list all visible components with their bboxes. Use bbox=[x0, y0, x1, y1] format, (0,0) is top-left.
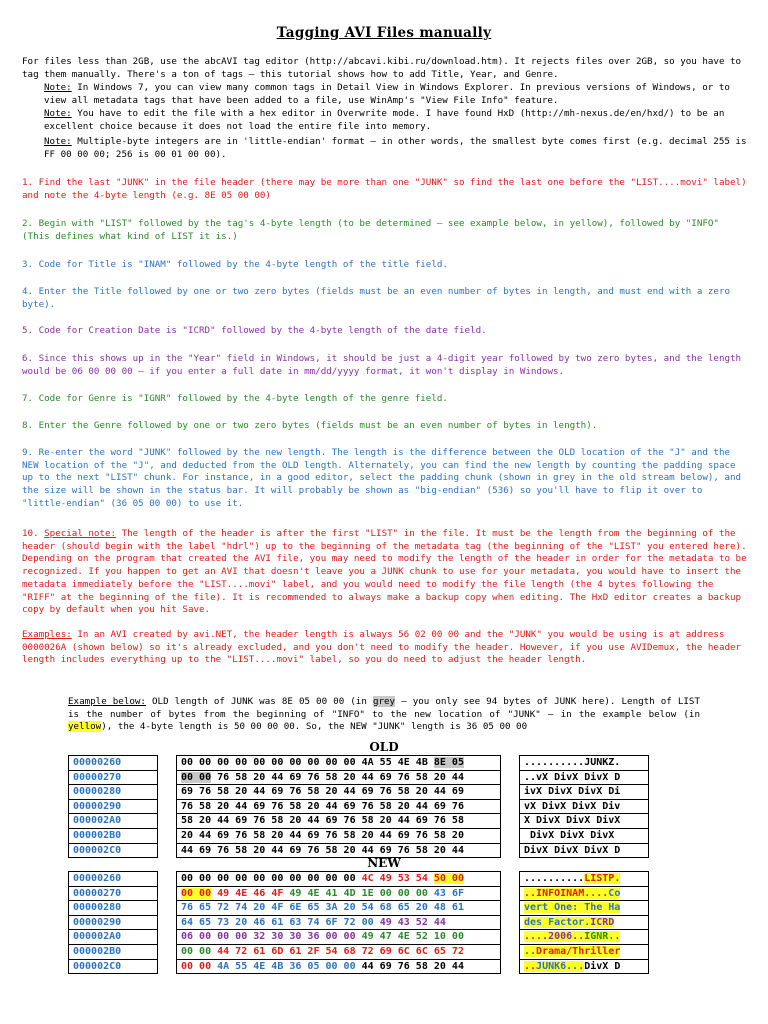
hex-byte-group: 4C 49 53 54 bbox=[361, 873, 434, 884]
ascii-group: ..........JUNKZ. bbox=[524, 757, 621, 768]
note-windows7 bbox=[44, 82, 748, 107]
ascii-group: .......... bbox=[524, 873, 585, 884]
ascii-group: .. bbox=[524, 887, 537, 899]
hex-row bbox=[69, 901, 649, 916]
hex-row bbox=[69, 814, 649, 829]
old-section-label: OLD bbox=[369, 740, 399, 754]
column-gap bbox=[158, 944, 177, 959]
hex-offset: 000002B0 bbox=[69, 828, 158, 843]
hex-bytes bbox=[177, 944, 501, 959]
hex-ascii bbox=[520, 814, 649, 829]
hex-byte-group: 58 20 44 69 76 58 20 44 69 76 58 20 44 69 76 58 bbox=[181, 815, 464, 827]
examples-text: In an AVI created by avi.NET, the header length is always 56 02 00 00 and the "JUNK" you would be using is at address 0000026A (shown below) so it's already excluded, and you don't need to modify the header. However, if you use AVIDemux, the header length includes everything up to the "LIST....movi" label, so you do need to adjust the header length. bbox=[22, 629, 742, 666]
new-section-label: NEW bbox=[367, 856, 401, 870]
special-note-text: The length of the header is after the first "LIST" in the file. It must be the length from the beginning of the header (should begin with the label "hdrl") up to the beginning of the metadata tag (the beginning of the "LIST" you entered here). Depending on the program that created the AVI file, you may need to modify the length of the header in order for the metadata to be recognized. If you happen to get an AVI that doesn't leave you a JUNK chunk to use for your metadata, you would have to insert the metadata immediately before the "LIST....movi" label, and you would need to modify the file length (the 4 bytes following the "RIFF" at the beginning of the file). It is recommended to always make a backup copy when editing. The HxD editor creates a backup copy by default when you hit Save. bbox=[22, 528, 747, 616]
column-gap bbox=[158, 799, 177, 814]
hex-offset: 000002B0 bbox=[69, 944, 158, 959]
hex-offset: 00000270 bbox=[69, 770, 158, 785]
hex-offset: 00000260 bbox=[69, 872, 158, 887]
hex-offset: 00000280 bbox=[69, 901, 158, 916]
column-gap bbox=[158, 886, 177, 901]
column-gap bbox=[158, 828, 177, 843]
ascii-group: vX DivX DivX Div bbox=[524, 800, 621, 812]
step-1: 1. Find the last "JUNK" in the file header (there may be more than one "JUNK" so find the last one before the "LIST....movi" label) and note the 4-byte length (e.g. 8E 05 00 00) bbox=[22, 177, 747, 201]
hex-row bbox=[69, 915, 649, 930]
column-gap bbox=[501, 915, 520, 930]
column-gap bbox=[501, 886, 520, 901]
special-note-label: Special note: bbox=[44, 528, 117, 539]
hex-byte-group: 1E 00 00 00 bbox=[361, 887, 434, 899]
step-8: 8. Enter the Genre followed by one or two zero bytes (fields must be an even number of bytes in length). bbox=[22, 420, 598, 431]
hex-byte-group: 00 00 bbox=[181, 960, 218, 972]
hex-ascii bbox=[520, 756, 649, 771]
hex-row bbox=[69, 930, 649, 945]
hex-ascii bbox=[520, 872, 649, 887]
ascii-group: LISTP. bbox=[584, 873, 621, 884]
hex-ascii bbox=[520, 799, 649, 814]
hex-byte-group: 4A 55 4E 4B 36 05 00 00 bbox=[217, 960, 362, 972]
hex-ascii bbox=[520, 915, 649, 930]
ascii-group: DivX DivX DivX bbox=[524, 829, 621, 841]
hex-bytes bbox=[177, 785, 501, 800]
ascii-group: ..vX DivX DivX D bbox=[524, 771, 621, 783]
hex-bytes bbox=[177, 872, 501, 887]
example-text-3: ), the 4-byte length is 50 00 00 00. So, the NEW "JUNK" length is 36 05 00 00 bbox=[101, 721, 528, 733]
hex-byte-group: 44 72 61 6D 61 2F 54 68 72 69 6C 6C 65 72 bbox=[217, 945, 464, 957]
hex-offset: 000002C0 bbox=[69, 959, 158, 974]
examples-label: Examples: bbox=[22, 629, 72, 640]
hex-row bbox=[69, 770, 649, 785]
column-gap bbox=[158, 814, 177, 829]
hex-bytes bbox=[177, 814, 501, 829]
intro-paragraph: For files less than 2GB, use the abcAVI tag editor (http://abcavi.kibi.ru/download.htm). It rejects files over 2GB, so you have to tag them manually. There's a ton of tags – this tutorial shows how to add Title, Year, and Genre. bbox=[22, 56, 742, 80]
old-hex-table bbox=[68, 755, 649, 858]
column-gap bbox=[158, 770, 177, 785]
note-label: Note: bbox=[44, 136, 72, 147]
ascii-group: .. bbox=[524, 945, 537, 957]
ascii-group: INFOINAM.... bbox=[536, 887, 609, 899]
hex-byte-group: 49 4E 41 4D bbox=[289, 887, 362, 899]
note-label: Note: bbox=[44, 108, 72, 119]
hex-byte-group: 06 00 00 00 32 30 30 36 00 00 bbox=[181, 931, 362, 943]
ascii-group: des Factor. bbox=[524, 916, 591, 928]
hex-row bbox=[69, 886, 649, 901]
hex-offset: 000002A0 bbox=[69, 930, 158, 945]
column-gap bbox=[501, 785, 520, 800]
note-endian bbox=[44, 136, 748, 161]
hex-byte-group: 00 00 bbox=[181, 887, 212, 899]
example-below-label: Example below: bbox=[68, 696, 146, 707]
hex-offset: 00000290 bbox=[69, 799, 158, 814]
column-gap bbox=[501, 828, 520, 843]
hex-offset: 000002C0 bbox=[69, 843, 158, 858]
hex-byte-group: 8E 05 bbox=[433, 757, 464, 768]
note-text: Multiple-byte integers are in 'little-endian' format – in other words, the smallest byte comes first (e.g. decimal 255 is FF 00 00 00; 256 is 00 01 00 00). bbox=[44, 136, 747, 160]
column-gap bbox=[501, 930, 520, 945]
note-text: In Windows 7, you can view many common tags in Detail View in Windows Explorer. In previous versions of Windows, or to view all metadata tags that have been added to a file, use WinAmp's "View File Info" feature. bbox=[44, 82, 730, 106]
hex-byte-group: 64 65 73 20 46 61 63 74 6F 72 00 bbox=[181, 916, 380, 928]
hex-byte-group: 00 00 00 00 00 00 00 00 00 00 4A 55 4E 4B bbox=[181, 757, 434, 768]
ascii-group: Co bbox=[608, 887, 621, 899]
hex-byte-group: 76 58 20 44 69 76 58 20 44 69 76 58 20 44 bbox=[211, 771, 464, 783]
step-number: 10. bbox=[22, 528, 45, 539]
step-7: 7. Code for Genre is "IGNR" followed by the 4-byte length of the genre field. bbox=[22, 393, 448, 404]
ascii-group: DivX DivX DivX D bbox=[524, 844, 621, 856]
step-10-special-note bbox=[22, 528, 748, 617]
hex-byte-group: 76 58 20 44 69 76 58 20 44 69 76 58 20 44 69 76 bbox=[181, 800, 464, 812]
hex-byte-group: 00 00 bbox=[181, 945, 218, 957]
hex-offset: 00000270 bbox=[69, 886, 158, 901]
ascii-group: ivX DivX DivX Di bbox=[524, 786, 621, 798]
hex-byte-group: 76 65 72 74 20 4F 6E 65 3A 20 54 68 65 20 48 61 bbox=[181, 902, 464, 914]
hex-byte-group: 00 00 00 00 00 00 00 00 00 00 bbox=[181, 873, 362, 884]
hex-bytes bbox=[177, 930, 501, 945]
hex-ascii bbox=[520, 770, 649, 785]
hex-ascii bbox=[520, 828, 649, 843]
hex-offset: 00000290 bbox=[69, 915, 158, 930]
hex-byte-group: 20 44 69 76 58 20 44 69 76 58 20 44 69 76 58 20 bbox=[181, 829, 464, 841]
step-6: 6. Since this shows up in the "Year" field in Windows, it should be just a 4-digit year followed by two zero bytes, and the length would be 06 00 00 00 – if you enter a full date in mm/dd/yyyy format, it won't display in Windows. bbox=[22, 353, 742, 377]
example-text-2: – you only see 94 bytes of JUNK here). Length of LIST is the number of bytes from the beginning of "INFO" to the new location of "JUNK" – in the example below (in bbox=[68, 696, 700, 720]
column-gap bbox=[158, 872, 177, 887]
column-gap bbox=[501, 901, 520, 916]
ascii-group: ICRD bbox=[590, 916, 615, 928]
ascii-group: DivX D bbox=[584, 960, 621, 972]
hex-byte-group: 49 4E 46 4F bbox=[211, 887, 290, 899]
examples-paragraph bbox=[22, 629, 748, 667]
hex-byte-group: 49 47 4E 52 10 00 bbox=[361, 931, 464, 943]
hex-offset: 00000280 bbox=[69, 785, 158, 800]
hex-bytes bbox=[177, 886, 501, 901]
hex-byte-group: 50 00 bbox=[433, 873, 464, 884]
ascii-group: X DivX DivX DivX bbox=[524, 815, 621, 827]
hex-byte-group: 44 69 76 58 20 44 bbox=[361, 960, 464, 972]
hex-byte-group: 00 00 bbox=[181, 771, 212, 783]
hex-row bbox=[69, 959, 649, 974]
hex-row bbox=[69, 872, 649, 887]
hex-ascii bbox=[520, 901, 649, 916]
hex-offset: 000002A0 bbox=[69, 814, 158, 829]
note-label: Note: bbox=[44, 82, 72, 93]
hex-ascii bbox=[520, 785, 649, 800]
hex-bytes bbox=[177, 959, 501, 974]
hex-ascii bbox=[520, 959, 649, 974]
hex-byte-group: 43 6F bbox=[433, 887, 464, 899]
hex-bytes bbox=[177, 901, 501, 916]
hex-bytes bbox=[177, 770, 501, 785]
column-gap bbox=[501, 872, 520, 887]
ascii-group: Drama/Thriller bbox=[536, 945, 621, 957]
column-gap bbox=[501, 770, 520, 785]
column-gap bbox=[501, 944, 520, 959]
hex-byte-group: 49 43 52 44 bbox=[379, 916, 446, 928]
hex-ascii bbox=[520, 944, 649, 959]
note-hex-editor bbox=[44, 108, 748, 133]
step-3: 3. Code for Title is "INAM" followed by the 4-byte length of the title field. bbox=[22, 259, 448, 270]
column-gap bbox=[158, 930, 177, 945]
column-gap bbox=[158, 959, 177, 974]
hex-row bbox=[69, 828, 649, 843]
column-gap bbox=[158, 901, 177, 916]
hex-byte-group: 69 76 58 20 44 69 76 58 20 44 69 76 58 20 44 69 bbox=[181, 786, 464, 798]
document-title: Tagging AVI Files manually bbox=[276, 25, 492, 41]
hex-ascii bbox=[520, 886, 649, 901]
new-hex-table bbox=[68, 871, 649, 974]
hex-row bbox=[69, 785, 649, 800]
column-gap bbox=[501, 959, 520, 974]
hex-byte-group: 44 69 76 58 20 44 69 76 58 20 44 69 76 58 20 44 bbox=[181, 844, 464, 856]
column-gap bbox=[501, 814, 520, 829]
hex-row bbox=[69, 756, 649, 771]
step-2: 2. Begin with "LIST" followed by the tag's 4-byte length (to be determined – see example below, in yellow), followed by "INFO" (This defines what kind of LIST it is.) bbox=[22, 218, 719, 242]
column-gap bbox=[501, 799, 520, 814]
ascii-group: vert One: The Ha bbox=[524, 902, 621, 914]
yellow-highlight: yellow bbox=[68, 721, 102, 733]
hex-offset: 00000260 bbox=[69, 756, 158, 771]
ascii-group: JUNK6... bbox=[536, 960, 585, 972]
hex-bytes bbox=[177, 828, 501, 843]
hex-bytes bbox=[177, 756, 501, 771]
column-gap bbox=[158, 785, 177, 800]
example-text-1: OLD length of JUNK was 8E 05 00 00 (in bbox=[145, 696, 373, 707]
hex-bytes bbox=[177, 799, 501, 814]
hex-bytes bbox=[177, 915, 501, 930]
example-below-paragraph bbox=[68, 696, 700, 734]
ascii-group: IGNR.. bbox=[584, 931, 621, 943]
ascii-group: .. bbox=[524, 960, 537, 972]
hex-row bbox=[69, 944, 649, 959]
step-5: 5. Code for Creation Date is "ICRD" followed by the 4-byte length of the date field. bbox=[22, 325, 487, 336]
hex-ascii bbox=[520, 930, 649, 945]
step-9: 9. Re-enter the word "JUNK" followed by the new length. The length is the difference between the OLD location of the "J" and the NEW location of the "J", and deducted from the OLD length. Alternately, you can find the new length by counting the padding space up to the next "LIST" chunk. For instance, in a good editor, select the padding chunk (shown in grey in the old stream below), and the size will be shown in the status bar. It will probably be shown as "big-endian" (536) so you'll have to flip it over to "little-endian" (36 05 00 00) to use it. bbox=[22, 447, 742, 509]
hex-row bbox=[69, 799, 649, 814]
column-gap bbox=[158, 915, 177, 930]
note-text: You have to edit the file with a hex editor in Overwrite mode. I have found HxD (http://mh-nexus.de/en/hxd/) to be an excellent choice because it does not load the entire file into memory. bbox=[44, 108, 725, 132]
grey-highlight: grey bbox=[372, 696, 396, 707]
column-gap bbox=[501, 756, 520, 771]
step-4: 4. Enter the Title followed by one or two zero bytes (fields must be an even number of bytes in length, and must end with a zero byte). bbox=[22, 286, 731, 310]
ascii-group: ....2006.. bbox=[524, 931, 585, 943]
column-gap bbox=[158, 756, 177, 771]
